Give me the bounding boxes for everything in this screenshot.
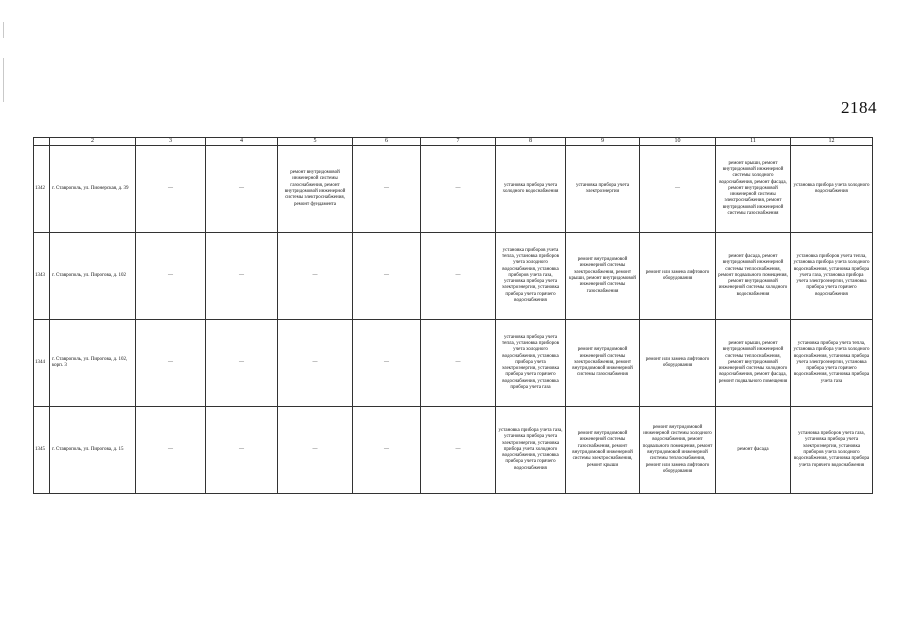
table-cell: установка приборов учета тепла, установка приборов учета холодного водоснабжения, установка приборов учета газа, установка прибора учета электроэнергии, установка прибора учета горячего водоснабжения <box>496 233 566 320</box>
table-row <box>34 146 873 233</box>
table-cell: установка приборов учета тепла, установка прибора учета холодного водоснабжения, установка прибора учета газа, установка прибора учета электроэнергии, установка прибора учета горячего водоснабжения <box>791 233 873 320</box>
address-cell: г. Ставрополь, ул. Пирогова, д. 15 <box>50 407 136 494</box>
table-cell: — <box>136 407 206 494</box>
table-cell: — <box>136 233 206 320</box>
table-cell: — <box>640 146 716 233</box>
repair-schedule-table <box>33 137 873 494</box>
column-header: 2 <box>50 138 136 146</box>
table-cell: — <box>353 407 421 494</box>
table-cell: ремонт или замена лифтового оборудования <box>640 233 716 320</box>
address-cell: г. Ставрополь, ул. Пирогова, д. 102 <box>50 233 136 320</box>
table-cell: установка прибора учета холодного водоснабжения <box>791 146 873 233</box>
table-cell: — <box>136 146 206 233</box>
column-header: 4 <box>206 138 278 146</box>
table-row <box>34 320 873 407</box>
table-cell: установка прибора учета тепла, установка прибора учета холодного водоснабжения, установка прибора учета электроэнергии, установка прибора учета горячего водоснабжения, установка прибора учета газа <box>791 320 873 407</box>
table-cell: — <box>421 320 496 407</box>
table-cell: — <box>206 146 278 233</box>
table-cell: ремонт внутридомовой инженерной системы электроснабжения, ремонт внутридомовой инженерной системы газоснабжения <box>566 320 640 407</box>
table-cell: ремонт или замена лифтового оборудования <box>640 320 716 407</box>
address-cell: г. Ставрополь, ул. Пионерская, д. 39 <box>50 146 136 233</box>
column-header: 5 <box>278 138 353 146</box>
row-number: 1345 <box>34 407 50 494</box>
table-cell: установка приборов учета газа, установка прибора учета электроэнергии, установка приборов учета холодного водоснабжения, установка прибора учета горячего водоснабжения <box>791 407 873 494</box>
row-number: 1344 <box>34 320 50 407</box>
page-number: 2184 <box>841 98 877 117</box>
table-cell: ремонт внутридомовой инженерной системы газоснабжения, ремонт внутридомовой инженерной системы электроснабжения, ремонт крыши <box>566 407 640 494</box>
table-row <box>34 407 873 494</box>
column-header <box>34 138 50 146</box>
table-cell: ремонт фасада <box>716 407 791 494</box>
table-cell: ремонт внутридомовой инженерной системы холодного водоснабжения, ремонт подвального помещения, ремонт внутридомовой инженерной системы теплоснабжения, ремонт или замена лифтового оборудования <box>640 407 716 494</box>
row-number: 1343 <box>34 233 50 320</box>
table-cell: установка прибора учета тепла, установка приборов учета холодного водоснабжения, установка прибора учета электроэнергии, установка прибора учета горячего водоснабжения, установка прибора учета газа <box>496 320 566 407</box>
table-cell: — <box>353 146 421 233</box>
table-cell: — <box>421 146 496 233</box>
table-cell: — <box>278 320 353 407</box>
margin-mark <box>3 58 4 102</box>
margin-mark <box>3 22 4 38</box>
table-cell: — <box>353 233 421 320</box>
address-cell: г. Ставрополь, ул. Пирогова, д. 102, корп. 3 <box>50 320 136 407</box>
table-cell: установка прибора учета газа, установка прибора учета электроэнергии, установка прибора учета холодного водоснабжения, установка прибора учета горячего водоснабжения <box>496 407 566 494</box>
table-cell: — <box>206 407 278 494</box>
table-cell: ремонт внутридомовой инженерной системы газоснабжения, ремонт внутридомовой инженерной системы электроснабжения, ремонт фундамента <box>278 146 353 233</box>
table-cell: установка прибора учета холодного водоснабжения <box>496 146 566 233</box>
table-cell: — <box>206 320 278 407</box>
column-header: 12 <box>791 138 873 146</box>
table-cell: ремонт фасада, ремонт внутридомовой инженерной системы теплоснабжения, ремонт подвального помещения, ремонт внутридомовой инженерной системы холодного водоснабжения <box>716 233 791 320</box>
column-header: 6 <box>353 138 421 146</box>
table-cell: ремонт внутридомовой инженерной системы электроснабжения, ремонт крыши, ремонт внутридомовой инженерной системы газоснабжения <box>566 233 640 320</box>
table-cell: ремонт крыши, ремонт внутридомовой инженерной системы холодного водоснабжения, ремонт фасада, ремонт внутридомовой инженерной системы электроснабжения, ремонт внутридомовой инженерной системы газоснабжения <box>716 146 791 233</box>
column-header: 7 <box>421 138 496 146</box>
table-cell: — <box>206 233 278 320</box>
column-header: 10 <box>640 138 716 146</box>
row-number: 1342 <box>34 146 50 233</box>
table-cell: установка прибора учета электроэнергии <box>566 146 640 233</box>
table-cell: — <box>421 407 496 494</box>
table-row <box>34 233 873 320</box>
column-number-row <box>34 138 873 146</box>
table-cell: — <box>353 320 421 407</box>
table-cell: — <box>421 233 496 320</box>
table-cell: — <box>278 407 353 494</box>
column-header: 11 <box>716 138 791 146</box>
table-cell: — <box>278 233 353 320</box>
table-cell: ремонт крыши, ремонт внутридомовой инженерной системы теплоснабжения, ремонт внутридомовой инженерной системы холодного водоснабжения, ремонт фасада, ремонт подвального помещения <box>716 320 791 407</box>
column-header: 8 <box>496 138 566 146</box>
column-header: 3 <box>136 138 206 146</box>
table-cell: — <box>136 320 206 407</box>
column-header: 9 <box>566 138 640 146</box>
